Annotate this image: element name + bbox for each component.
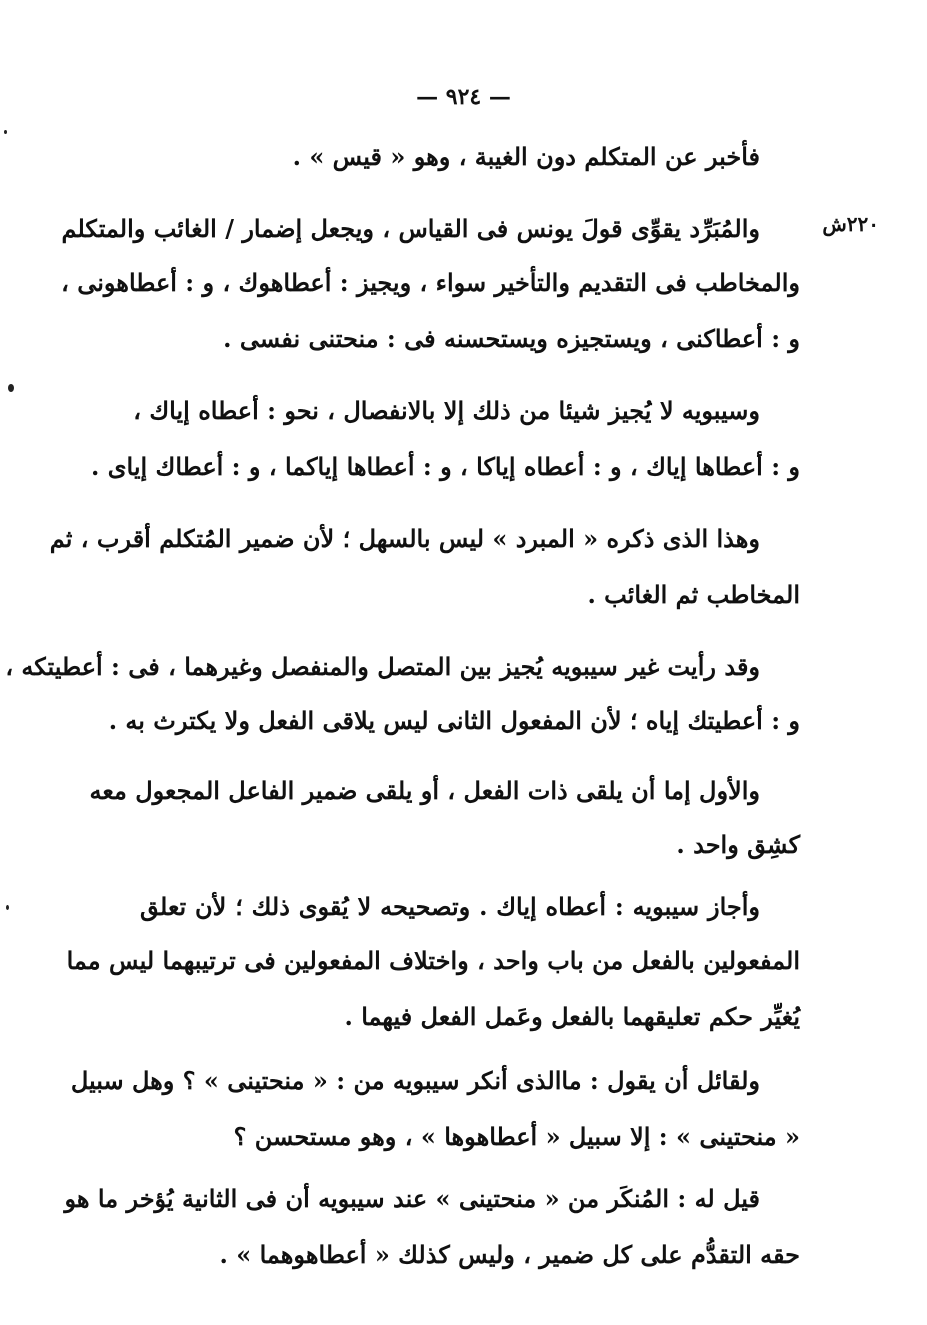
text-line: وهذا الذى ذكره « المبرد » ليس بالسهل ؛ لأن ضمير المُتكلم أقرب ، ثم: [49, 524, 760, 553]
scan-speck: [6, 905, 9, 910]
text-line: وقد رأيت غير سيبويه يُجيز بين المتصل والمنفصل وغيرهما ، فى : أعطيتكه ،: [5, 652, 760, 681]
text-line: يُغيِّر حكم تعليقهما بالفعل وعَمل الفعل فيهما .: [344, 1002, 800, 1031]
text-line: وسيبويه لا يُجيز شيئا من ذلك إلا بالانفصال ، نحو : أعطاه إياك ،: [133, 396, 760, 425]
text-line: و : أعطيتك إياه ؛ لأن المفعول الثانى ليس يلاقى الفعل ولا يكترث به .: [108, 706, 800, 735]
text-line: والمُبَرِّد يقوِّى قولَ يونس فى القياس ، ويجعل إضمار / الغائب والمتكلم: [61, 214, 760, 243]
text-line: والأول إما أن يلقى ذات الفعل ، أو يلقى ضمير الفاعل المجعول معه: [89, 776, 760, 805]
text-line: و : أعطاكنى ، ويستجيزه ويستحسنه فى : منحتنى نفسى .: [223, 324, 800, 353]
text-line: ولقائل أن يقول : ماالذى أنكر سيبويه من : « منحتينى » ؟ وهل سبيل: [70, 1066, 760, 1095]
text-line: المفعولين بالفعل من باب واحد ، واختلاف المفعولين فى ترتيبهما ليس مما: [66, 946, 800, 975]
text-line: وأجاز سيبويه : أعطاه إياك . وتصحيحه لا يُقوى ذلك ؛ لأن تعلق: [140, 892, 760, 921]
page-number: — ٩٢٤ —: [416, 84, 511, 110]
text-line: والمخاطب فى التقديم والتأخير سواء ، ويجيز : أعطاهوك ، و : أعطاهونى ،: [61, 268, 800, 297]
text-line: فأخبر عن المتكلم دون الغيبة ، وهو « قيس » .: [292, 142, 760, 171]
scan-speck: [8, 384, 14, 392]
text-line: قيل له : المُنكَر من « منحتينى » عند سيبويه أن فى الثانية يُؤخر ما هو: [64, 1184, 760, 1213]
text-line: حقه التقدُّم على كل ضمير ، وليس كذلك « أعطاهوهما » .: [219, 1240, 800, 1269]
text-line: المخاطب ثم الغائب .: [587, 580, 800, 609]
text-line: كشِق واحد .: [676, 830, 800, 859]
margin-reference: ٢٢٠ش: [822, 212, 879, 236]
scan-speck: [4, 130, 7, 134]
text-line: « منحتينى » : إلا سبيل « أعطاهوها » ، وهو مستحسن ؟: [233, 1122, 800, 1151]
text-line: و : أعطاها إياك ، و : أعطاه إياكا ، و : أعطاها إياكما ، و : أعطاك إياى .: [91, 452, 800, 481]
